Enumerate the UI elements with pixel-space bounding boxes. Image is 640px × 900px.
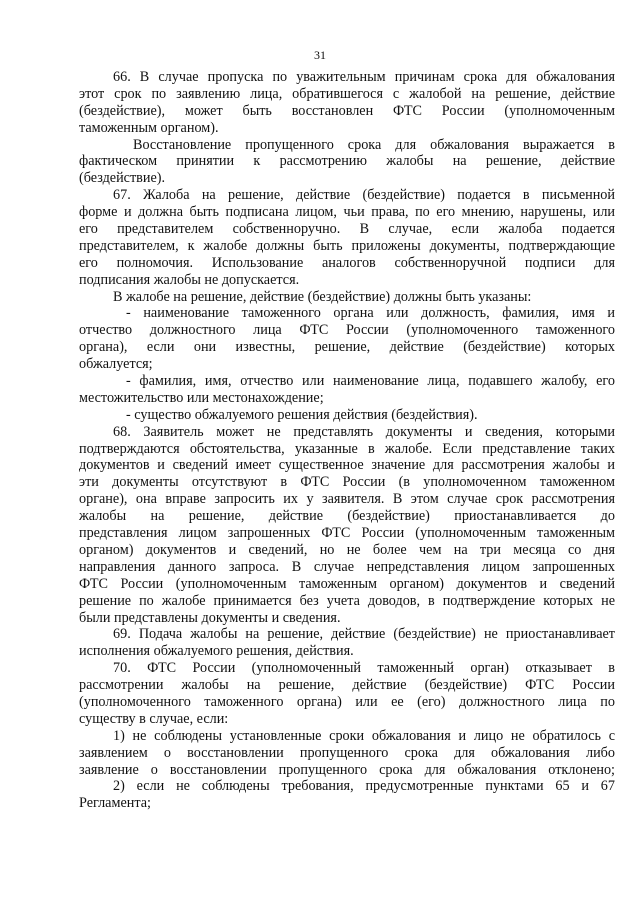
text-line: направления данного запроса. В случае непредставления лицом запрошенных bbox=[79, 558, 615, 575]
text-line: 67. Жалоба на решение, действие (бездействие) подается в письменной bbox=[113, 187, 615, 204]
text-line: (уполномоченного таможенного органа) или ее (его) должностного лица по bbox=[79, 693, 615, 710]
text-line: документов и сведений имеет существенное значение для рассмотрения жалобы и bbox=[79, 457, 615, 474]
text-line: 69. Подача жалобы на решение, действие (бездействие) не приостанавливает bbox=[113, 626, 615, 643]
text-line: В жалобе на решение, действие (бездействие) должны быть указаны: bbox=[113, 288, 532, 305]
text-line: его полномочия. Использование аналогов собственноручной подписи для bbox=[79, 254, 615, 271]
text-line: подписания жалобы не допускается. bbox=[79, 271, 300, 288]
body-text bbox=[79, 69, 615, 812]
text-line: Восстановление пропущенного срока для обжалования выражается в bbox=[133, 136, 615, 153]
text-line: местожительство или местонахождение; bbox=[79, 389, 324, 406]
text-line: существу в случае, если: bbox=[79, 710, 229, 727]
text-line: органа), если они известны, решение, действие (бездействие) которых bbox=[79, 339, 615, 356]
text-line: его представителем собственноручно. В случае, если жалоба подается bbox=[79, 221, 615, 238]
text-line: заявлением о восстановлении пропущенного срока для обжалования либо bbox=[79, 744, 615, 761]
text-line: представителем, к жалобе должны быть приложены документы, подтверждающие bbox=[79, 237, 615, 254]
text-line: исполнения обжалуемого решения, действия. bbox=[79, 643, 354, 660]
text-line: 2) если не соблюдены требования, предусмотренные пунктами 65 и 67 bbox=[113, 778, 615, 795]
text-line: обжалуется; bbox=[79, 356, 153, 373]
text-line: 70. ФТС России (уполномоченный таможенный орган) отказывает в bbox=[113, 660, 615, 677]
text-line: (бездействие), может быть восстановлен ФТС России (уполномоченным bbox=[79, 102, 615, 119]
text-line: Регламента; bbox=[79, 795, 151, 812]
text-line: - наименование таможенного органа или должность, фамилия, имя и bbox=[126, 305, 615, 322]
text-line: подтверждаются обстоятельства, указанные в жалобе. Если представление таких bbox=[79, 440, 615, 457]
text-line: - фамилия, имя, отчество или наименование лица, подавшего жалобу, его bbox=[126, 373, 615, 390]
text-line: заявление о восстановлении пропущенного срока для обжалования отклонено; bbox=[79, 761, 615, 778]
text-line: таможенным органом). bbox=[79, 119, 219, 136]
text-line: фактическом принятии к рассмотрению жалобы на решение, действие bbox=[79, 153, 615, 170]
text-line: (бездействие). bbox=[79, 170, 166, 187]
text-line: жалобы на решение, действие (бездействие) приостанавливается до bbox=[79, 508, 615, 525]
text-line: эти документы отсутствуют в ФТС России (в уполномоченном таможенном bbox=[79, 474, 615, 491]
text-line: органе), она вправе запросить их у заявителя. В этом случае срок рассмотрения bbox=[79, 491, 615, 508]
text-line: ФТС России (уполномоченным таможенным органом) документов и сведений bbox=[79, 575, 615, 592]
text-line: 1) не соблюдены установленные сроки обжалования и лицо не обратилось с bbox=[113, 727, 615, 744]
text-line: 66. В случае пропуска по уважительным причинам срока для обжалования bbox=[113, 69, 615, 85]
text-line: отчество должностного лица ФТС России (уполномоченного таможенного bbox=[79, 322, 615, 339]
text-line: 68. Заявитель может не представлять документы и сведения, которыми bbox=[113, 423, 615, 440]
text-line: форме и должна быть подписана лицом, чьи права, по его мнению, нарушены, или bbox=[79, 204, 615, 221]
text-line: представления лицом запрошенных ФТС России (уполномоченным таможенным bbox=[79, 525, 615, 542]
text-line: органом) документов и сведений, но не более чем на три месяца со дня bbox=[79, 541, 615, 558]
text-line: решение по жалобе принимается без учета доводов, в подтверждение которых не bbox=[79, 592, 615, 609]
page-number: 31 bbox=[314, 48, 326, 62]
text-line: рассмотрении жалобы на решение, действие (бездействие) ФТС России bbox=[79, 677, 615, 694]
text-line: были представлены документы и сведения. bbox=[79, 609, 341, 626]
text-line: - существо обжалуемого решения действия (бездействия). bbox=[126, 406, 478, 423]
text-line: этот срок по заявлению лица, обратившегося с жалобой на решение, действие bbox=[79, 85, 615, 102]
